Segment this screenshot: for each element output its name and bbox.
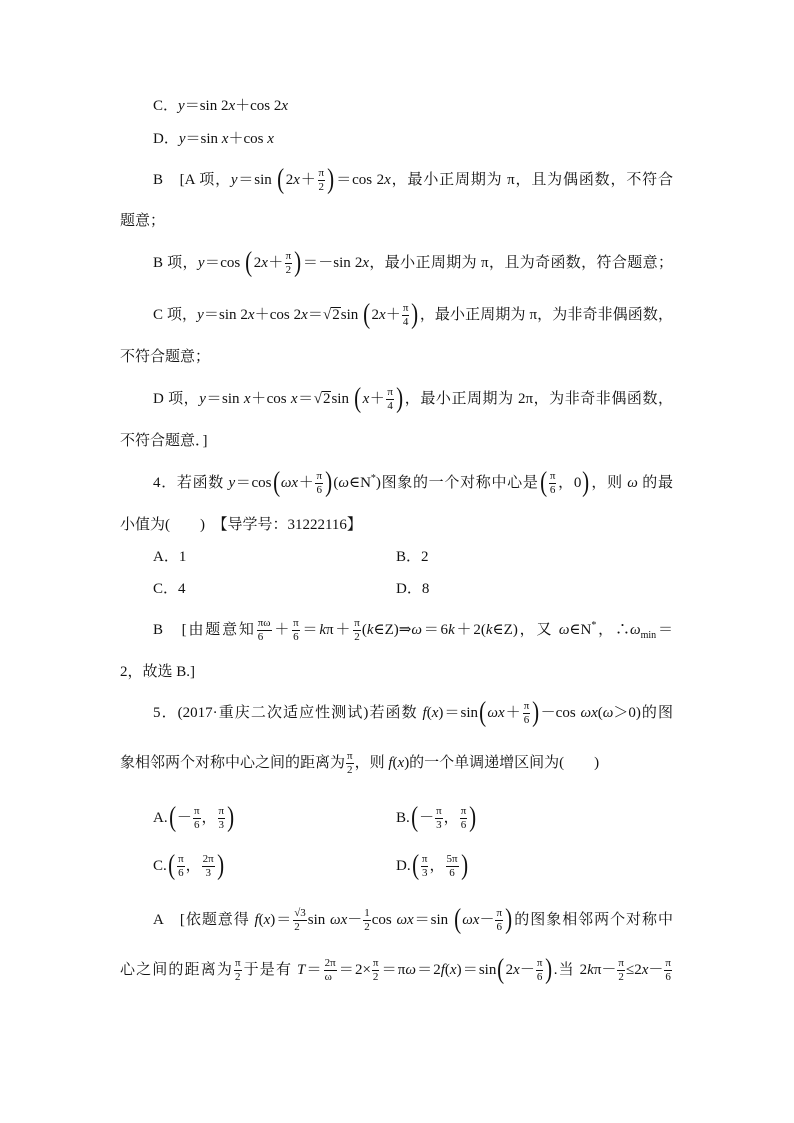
text-run: － [419,810,435,826]
text-run: ＝sin [237,172,277,188]
math-variable: k [485,622,493,638]
fraction-numerator: π [618,957,624,970]
text-run: ( [333,475,339,491]
text-run: ， [185,858,201,874]
fraction-denominator: 6 [316,484,322,497]
answer-q4-line-2 [120,652,673,692]
text-run: sin [307,912,330,928]
fraction-numerator: π [536,957,543,970]
fraction-denominator: 6 [293,631,299,644]
fraction [202,853,215,880]
text-run: 5．(2017·重庆二次适应性测试)若函数 [153,705,423,721]
big-paren: ) [216,849,224,881]
radicand: 2 [322,391,331,407]
text-run: ∈N [348,475,371,491]
math-variable: x [247,307,255,323]
text-run: D． [153,131,179,147]
text-run: ＋ [272,622,292,638]
text-run: ＝π [380,962,406,978]
math-variable: f [388,755,393,771]
text-run: － [479,912,495,928]
math-variable: k [448,622,455,638]
fraction-numerator: π [496,907,503,920]
fraction-numerator: π [178,853,184,866]
fraction [257,617,272,644]
text-run: 2 [253,255,262,271]
fraction [372,957,380,984]
fraction-denominator: 2 [285,264,292,277]
radicand: 2 [332,307,340,323]
fraction-numerator: π [665,957,671,970]
big-paren: ( [454,903,462,935]
fraction [402,302,410,329]
math-variable: x [290,391,298,407]
text-run: ＋2( [454,622,486,638]
fraction [285,250,293,277]
fraction-numerator: π [285,250,292,263]
fraction-denominator: 2 [347,764,353,777]
math-variable: x [641,962,649,978]
text-run: ＝ [656,622,673,638]
text-run: 象相邻两个对称中心之间的距离为 [120,755,346,771]
text-run: ＝6 [421,622,449,638]
text-run: ＝2× [337,962,371,978]
big-paren: ( [354,382,362,414]
text-run: ， [429,858,445,874]
big-paren: ) [505,903,513,935]
fraction [363,907,371,934]
big-paren: ) [460,849,468,881]
answer-q3-line-2 [120,201,673,241]
big-paren: ( [479,696,487,728]
fraction-numerator: π [218,805,225,818]
text-run: － [648,962,664,978]
answer-q5-line-2 [120,950,673,990]
fraction-numerator: π [387,386,393,399]
math-variable: k [319,622,327,638]
fraction [234,957,242,984]
superscript: * [370,473,376,484]
math-variable: x [267,131,274,147]
text-run: 不符合题意．] [120,433,208,449]
text-run: ＋ [299,172,317,188]
text-run: ＝cos [235,475,272,491]
math-variable: x [397,755,405,771]
math-variable: x [243,391,251,407]
text-run: π－ [593,962,617,978]
text-run: ≤2 [625,962,642,978]
math-variable: y [228,475,236,491]
text-run: )＝sin [438,705,479,721]
text-run: ，∴ [596,622,630,638]
fraction-denominator: 6 [178,867,184,880]
text-run: ( [258,912,264,928]
math-variable: x [362,391,370,407]
text-run: 2，故选 B.] [120,664,196,680]
answer-q3-line-6 [153,379,673,419]
answer-q5-line-1 [153,900,673,940]
fraction [193,805,201,832]
fraction [324,957,337,984]
fraction-denominator: 2 [318,181,325,194]
answer-q3-line-1 [153,160,673,200]
fraction-denominator: 6 [496,921,502,934]
fraction-numerator: π [318,167,325,180]
text-run: ＝sin 2 [203,307,248,323]
math-variable: ω [558,622,570,638]
fraction [346,750,354,777]
text-run: B. [396,810,410,826]
math-variable: x [221,131,229,147]
math-variable: x [384,172,391,188]
text-run: ，则 [590,475,628,491]
text-run: ＋ [298,475,315,491]
big-paren: ( [167,849,175,881]
fraction-denominator: 2 [294,921,300,934]
text-run: 的图象相邻两个对称中 [513,912,673,928]
math-variable: ωx [329,912,348,928]
text-run: ，则 [354,755,389,771]
math-variable: ωx [396,912,414,928]
fraction-numerator: π [354,617,360,630]
text-run: B [A 项， [153,172,231,188]
fraction [536,957,544,984]
fraction-numerator: π [549,470,556,483]
fraction-numerator: 2π [324,957,336,970]
text-run: 心之间的距离为 [120,962,233,978]
text-run: ，0 [557,475,582,491]
text-run: 的最 [637,475,673,491]
option-q4-c [153,569,186,609]
fraction-denominator: 6 [257,631,264,644]
big-paren: ) [469,801,477,833]
fraction-numerator: π [347,750,353,763]
text-run: C 项， [153,307,198,323]
fraction [292,617,300,644]
fraction-numerator: π [421,853,428,866]
fraction [664,957,672,984]
math-variable: f [422,705,427,721]
math-variable: ω [338,475,349,491]
math-variable: x [228,98,236,114]
fraction [318,167,326,194]
superscript: * [591,620,597,631]
text-run: ＋ [267,255,284,271]
text-run: 于是有 [242,962,297,978]
text-run: B．2 [396,549,429,565]
fraction-numerator: π [193,805,200,818]
text-run: ＝cos 2 [335,172,385,188]
math-variable: f [440,962,445,978]
text-run: )图象的一个对称中心是 [375,475,539,491]
text-run: ，最小正周期为 π，为非奇非偶函数， [419,307,673,323]
fraction-denominator: 6 [536,971,543,984]
fraction [523,700,531,727]
fraction [315,470,323,497]
math-variable: ωx [280,475,299,491]
math-variable: ωx [580,705,598,721]
fraction-numerator: π [523,700,530,713]
fraction-numerator: π [402,302,409,315]
text-run: 题意； [120,213,166,229]
text-run: 不符合题意； [120,349,211,365]
text-run: 2 [505,962,514,978]
fraction [386,386,394,413]
big-paren: ( [411,849,419,881]
fraction-numerator: 1 [364,907,370,920]
fraction [549,470,557,497]
fraction-numerator: π [460,805,467,818]
fraction-denominator: 4 [387,400,393,413]
big-paren: ) [532,696,540,728]
options-row-q5-ab [153,798,673,838]
text-run: ＝sin [185,131,222,147]
text-run: sin [331,391,354,407]
fraction-denominator: ω [324,971,332,984]
answer-q4-line-1 [153,610,673,650]
text-run: ，最小正周期为 π，且为偶函数，不符合 [390,172,673,188]
question-q4-line-1 [153,463,673,503]
fraction-numerator: 2π [202,853,214,866]
text-run: ( [426,705,432,721]
math-variable: k [587,962,594,978]
fraction-denominator: 6 [449,867,455,880]
text-run: ＝ [300,622,320,638]
fraction [435,805,443,832]
math-variable: y [197,255,205,271]
text-run: ，最小正周期为 π，且为奇函数，符合题意； [369,255,673,271]
text-run: 小值为( ) 【导学号：31222116】 [120,517,362,533]
text-run: ＝√ [297,391,322,407]
text-run: － [347,912,363,928]
math-variable: x [449,962,457,978]
math-variable: y [197,307,204,323]
math-variable: x [378,307,386,323]
subscript: min [640,630,657,641]
text-run: ＋cos [250,391,291,407]
math-variable: x [513,962,520,978]
fraction [495,907,503,934]
text-run: ，最小正周期为 2π，为非奇非偶函数， [404,391,673,407]
math-variable: ω [405,962,416,978]
fraction-numerator: √3 [294,907,306,920]
text-run: －cos [540,705,581,721]
text-run: )＝ [270,912,293,928]
fraction-denominator: 6 [193,819,200,832]
text-run: π＋ [326,622,353,638]
option-q5-a [153,798,235,838]
text-run: B [由题意知 [153,622,256,638]
text-run: ， [443,810,459,826]
fraction-denominator: 3 [218,819,225,832]
text-run: A．1 [153,549,187,565]
text-run: C. [153,858,167,874]
big-paren: ) [325,466,333,498]
text-run: 2 [285,172,294,188]
fraction [293,907,307,934]
math-variable: x [431,705,439,721]
text-run: ＝2 [415,962,441,978]
text-run: ＋ [385,307,401,323]
text-run: ＝sin 2 [184,98,229,114]
math-variable: ω [602,705,614,721]
big-paren: ( [168,801,176,833]
text-run: )＝sin [456,962,497,978]
fraction [353,617,361,644]
text-run: － [519,962,535,978]
text-run: ， [201,810,217,826]
big-paren: ( [272,466,280,498]
text-run: ＝－sin 2 [302,255,363,271]
question-q5-line-1 [153,693,673,733]
big-paren: ) [582,466,590,498]
math-variable: x [261,255,268,271]
answer-q3-line-5 [120,337,673,377]
text-run: ＝ [305,962,323,978]
fraction-numerator: π [316,470,323,483]
big-paren: ( [363,298,371,330]
text-run: B 项， [153,255,198,271]
fraction [218,805,226,832]
fraction-denominator: 2 [234,971,241,984]
text-run: ( [392,755,398,771]
fraction-numerator: π [436,805,442,818]
fraction-denominator: 2 [354,631,360,644]
big-paren: ) [227,801,235,833]
text-run: ( [444,962,450,978]
text-run: ∈N [569,622,592,638]
text-run: cos [371,912,397,928]
math-variable: y [178,131,186,147]
text-run: ＝sin [205,391,244,407]
answer-q3-line-7 [120,421,673,461]
text-run: D. [396,858,411,874]
fraction-denominator: 2 [364,921,370,934]
text-run: ＋ [504,705,522,721]
math-variable: x [263,912,271,928]
math-variable: y [230,172,238,188]
fraction-denominator: 6 [460,819,467,832]
fraction-denominator: 3 [205,867,211,880]
math-variable: ω [411,622,422,638]
math-variable: k [366,622,374,638]
fraction-numerator: πω [257,617,271,630]
text-run: )的一个单调递增区间为( ) [404,755,600,771]
fraction-numerator: π [372,957,379,970]
math-variable: x [293,172,300,188]
text-run: － [176,810,192,826]
option-q3-d [153,119,673,159]
fraction [177,853,185,880]
text-run: sin [340,307,363,323]
text-run: ＝√ [307,307,332,323]
math-variable: f [254,912,259,928]
big-paren: ) [411,298,419,330]
text-run: C．4 [153,581,186,597]
fraction-numerator: π [234,957,241,970]
math-variable: ω [630,622,641,638]
text-run: D．8 [396,581,430,597]
math-variable: x [281,98,289,114]
answer-q3-line-3 [153,243,673,283]
text-run: .当 2 [553,962,588,978]
text-run: ＋cos 2 [254,307,302,323]
option-q5-d [396,846,469,886]
big-paren: ( [539,466,547,498]
text-run: ＞0)的图 [613,705,673,721]
text-run: 4．若函数 [153,475,229,491]
math-variable: y [178,98,185,114]
option-q4-d [396,569,429,609]
fraction-denominator: 2 [618,971,624,984]
big-paren: ( [277,163,285,195]
big-paren: ( [245,246,253,278]
text-run: ∈Z)，又 [492,622,559,638]
math-variable: x [301,307,308,323]
math-variable: ωx [487,705,505,721]
fraction-denominator: 2 [372,971,379,984]
text-run: A. [153,810,168,826]
big-paren: ( [410,801,418,833]
question-q5-line-2 [120,743,673,783]
fraction-denominator: 3 [421,867,428,880]
fraction-denominator: 3 [436,819,442,832]
math-variable: ωx [462,912,480,928]
math-variable: y [199,391,206,407]
text-run: ＋cos 2 [235,98,282,114]
fraction [421,853,429,880]
fraction [617,957,625,984]
text-run: ＝sin [413,912,453,928]
answer-q3-line-4 [153,295,673,335]
fraction-numerator: 5π [446,853,458,866]
math-variable: T [296,962,306,978]
fraction [460,805,468,832]
option-q5-b [396,798,478,838]
fraction [446,853,459,880]
fraction-denominator: 6 [523,714,530,727]
text-run: A [依题意得 [153,912,255,928]
fraction-denominator: 6 [549,484,556,497]
text-run: C． [153,98,179,114]
text-run: ＋ [369,391,386,407]
big-paren: ) [294,246,302,278]
options-row-q4-cd [153,569,673,609]
text-run: 2 [371,307,379,323]
text-run: ＝cos [204,255,245,271]
big-paren: ) [545,953,553,985]
text-run: D 项， [153,391,200,407]
fraction-numerator: π [293,617,299,630]
fraction-denominator: 4 [402,316,409,329]
big-paren: ) [396,382,404,414]
text-run: ( [597,705,603,721]
text-run: ( [361,622,367,638]
fraction-denominator: 6 [665,971,671,984]
text-run: ∈Z)⇒ [373,622,412,638]
option-q5-c [153,846,225,886]
big-paren: ( [497,953,505,985]
math-variable: ω [627,475,638,491]
big-paren: ) [327,163,335,195]
options-row-q5-cd [153,846,673,886]
math-variable: x [362,255,370,271]
text-run: ＋cos [228,131,268,147]
